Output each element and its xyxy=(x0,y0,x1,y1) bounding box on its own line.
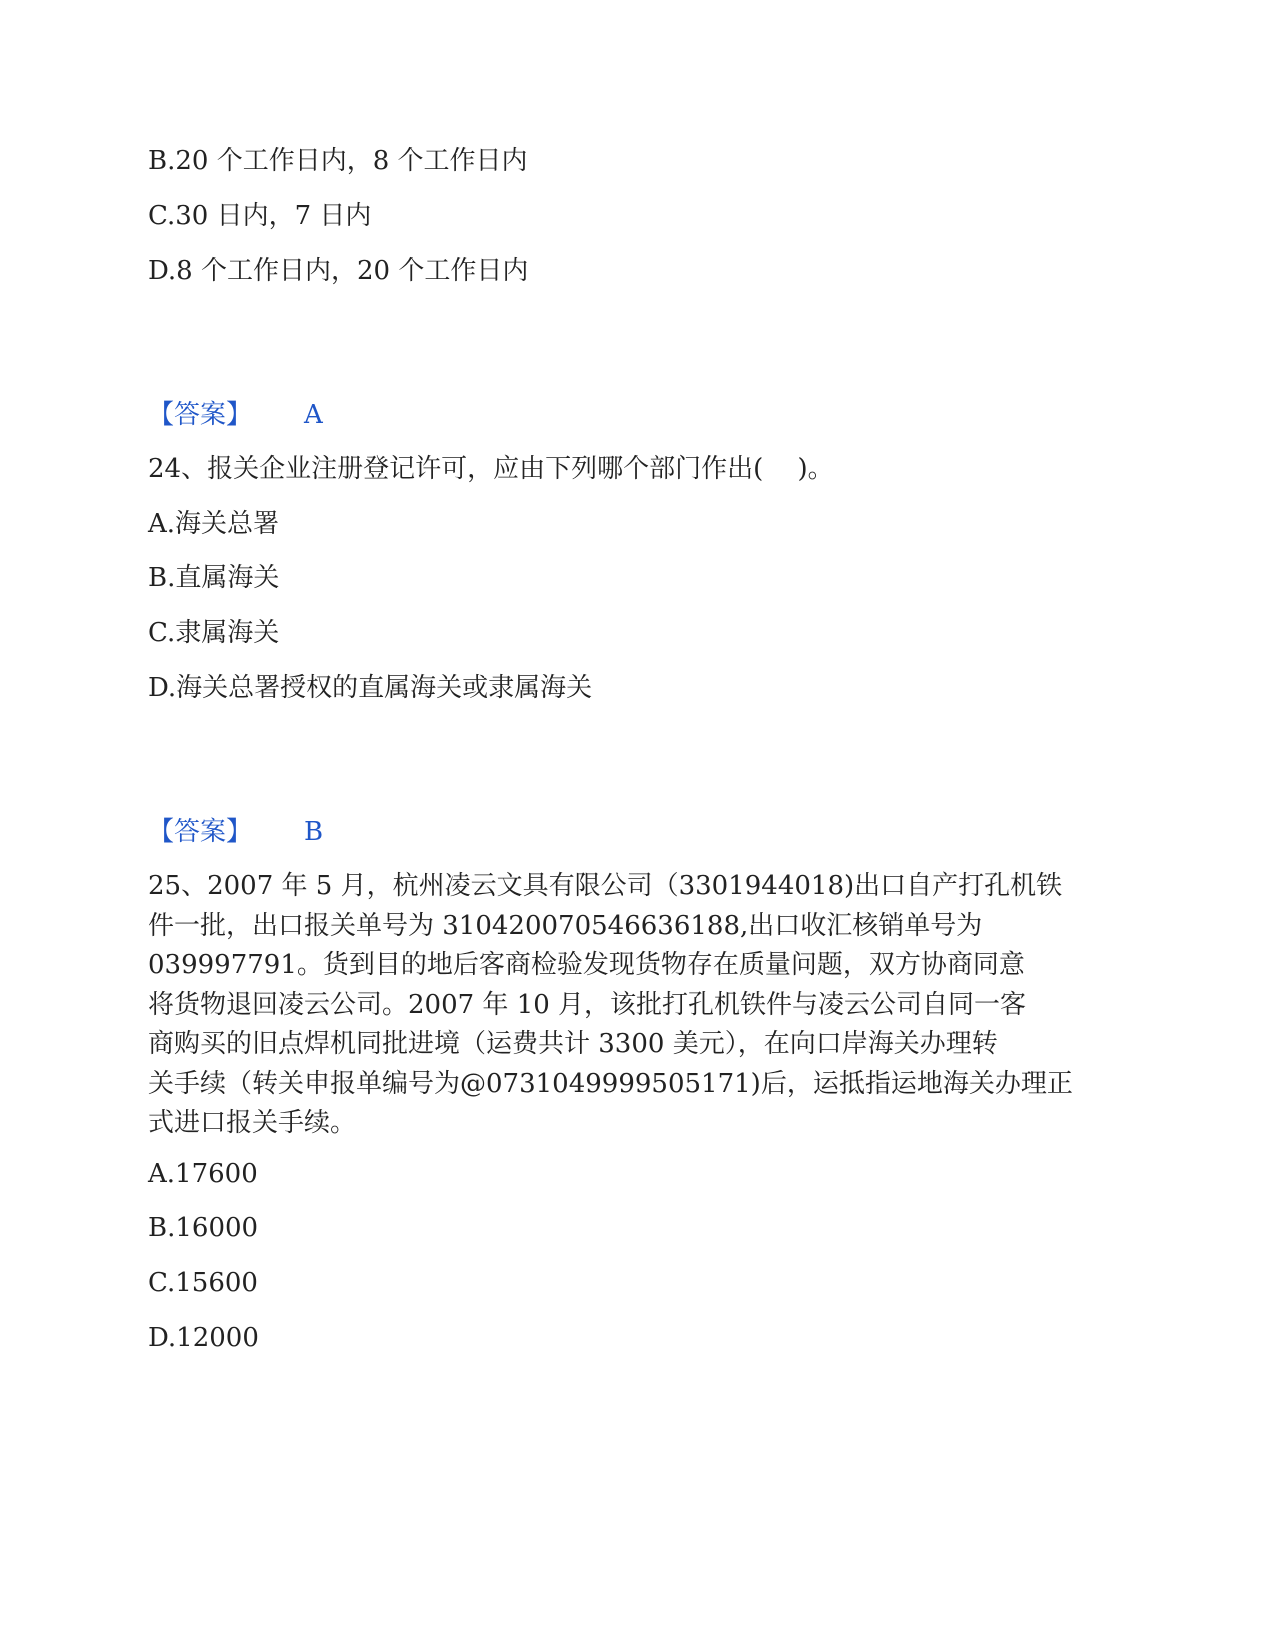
q25-question-line: 将货物退回凌云公司。2007 年 10 月，该批打孔机铁件与凌云公司自同一客 xyxy=(148,989,1027,1020)
q24-option-d: D.海关总署授权的直属海关或隶属海关 xyxy=(148,673,593,703)
q24-option-a: A.海关总署 xyxy=(148,509,280,539)
q25-option-d: D.12000 xyxy=(148,1323,259,1353)
q25-question-line: 式进口报关手续。 xyxy=(148,1108,357,1138)
q25-question-line: 商购买的旧点焊机同批进境（运费共计 3300 美元），在向口岸海关办理转 xyxy=(148,1029,998,1059)
q24-option-c: C.隶属海关 xyxy=(148,618,280,648)
q25-question-line: 039997791。货到目的地后客商检验发现货物存在质量问题，双方协商同意 xyxy=(148,950,1025,980)
q24-question: 24、报关企业注册登记许可，应由下列哪个部门作出( )。 xyxy=(148,454,834,484)
q23-option-d: D.8 个工作日内，20 个工作日内 xyxy=(148,256,529,286)
q23-option-b: B.20 个工作日内，8 个工作日内 xyxy=(148,146,528,176)
q25-option-b: B.16000 xyxy=(148,1213,259,1243)
q25-question xyxy=(148,867,1108,1144)
q25-option-c: C.15600 xyxy=(148,1268,258,1298)
answer-label: 【答案】 xyxy=(148,400,253,430)
q23-answer xyxy=(148,400,323,430)
q24-answer xyxy=(148,817,323,847)
answer-value: A xyxy=(304,400,323,430)
q24-option-b: B.直属海关 xyxy=(148,563,280,593)
q25-question-line: 件一批，出口报关单号为 310420070546636188,出口收汇核销单号为 xyxy=(148,910,983,941)
answer-label: 【答案】 xyxy=(148,817,253,847)
q25-question-line: 关手续（转关申报单编号为@07310499995051​71)后，运抵指运地海关办理正 xyxy=(148,1068,1073,1099)
q23-option-c: C.30 日内，7 日内 xyxy=(148,201,372,231)
q25-option-a: A.17600 xyxy=(148,1159,258,1189)
q25-question-line: 25、2007 年 5 月，杭州凌云文具有限公司（3301944018)出口自产打孔机铁 xyxy=(148,871,1063,901)
answer-value: B xyxy=(304,817,324,847)
